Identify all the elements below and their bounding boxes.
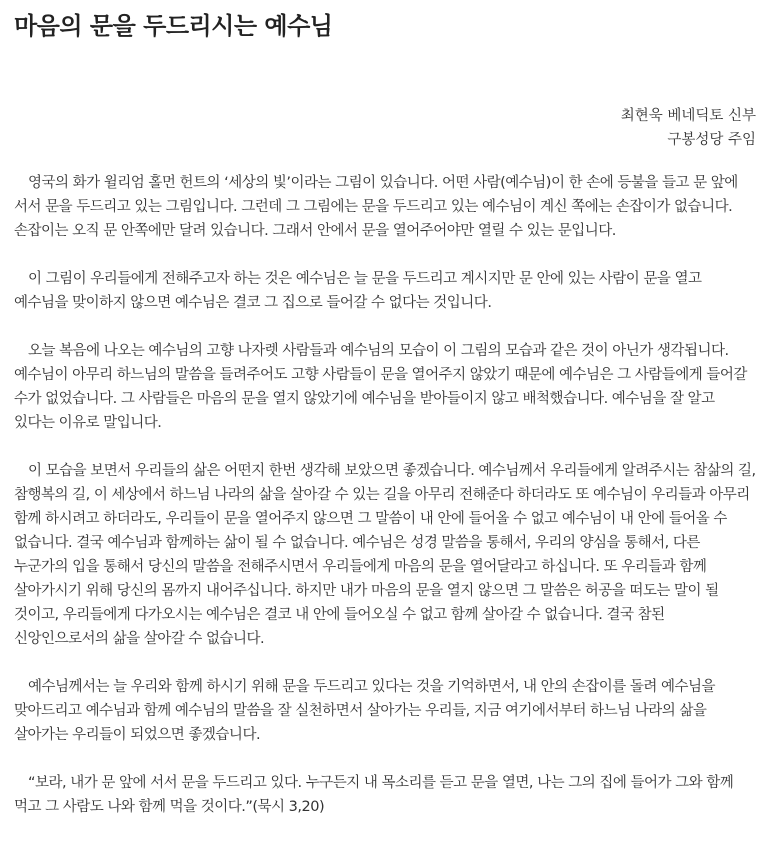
paragraph-4: 이 모습을 보면서 우리들의 삶은 어떤지 한번 생각해 보았으면 좋겠습니다. 예수님께서 우리들에게 알려주시는 참삶의 길, 참행복의 길, 이 세상에서 하느님 나라의 삶을 살아갈 수 있는 길을 아무리 전해준다 하더라도 또 예수님이 우리들과 아무리 함께 하시려고 하더라도, 우리들이 문을 열어주지 않으면 그 말씀이 내 안에 들어올 수 없고 예수님이 내 안에 들어올 수 없습니다. 결국 예수님과 함께하는 삶이 될 수 없습니다. 예수님은 성경 말씀을 통해서, 우리의 양심을 통해서, 다른 누군가의 입을 통해서 당신의 말씀을 전해주시면서 우리들에게 마음의 문을 열어달라고 하십니다. 또 우리들과 함께 살아가시기 위해 당신의 몸까지 내어주십니다. 하지만 내가 마음의 문을 열지 않으면 그 말씀은 허공을 떠도는 말이 될 것이고, 우리들에게 다가오시는 예수님은 결코 내 안에 들어오실 수 없고 함께 살아갈 수 없습니다. 결국 참된 신앙인으로서의 삶을 살아갈 수 없습니다. [14, 463, 756, 647]
author-affiliation: 구봉성당 주임 [667, 132, 756, 148]
scripture-quote: “보라, 내가 문 앞에 서서 문을 두드리고 있다. 누구든지 내 목소리를 듣고 문을 열면, 나는 그의 집에 들어가 그와 함께 먹고 그 사람도 나와 함께 먹을 것이다.”(묵시 3,20) [14, 775, 734, 815]
byline [14, 104, 756, 152]
paragraph-2: 이 그림이 우리들에게 전해주고자 하는 것은 예수님은 늘 문을 두드리고 계시지만 문 안에 있는 사람이 문을 열고 예수님을 맞이하지 않으면 예수님은 결코 그 집으로 들어갈 수 없다는 것입니다. [14, 271, 702, 311]
article-title: 마음의 문을 두드리시는 예수님 [14, 12, 333, 40]
paragraph-1: 영국의 화가 윌리엄 홀먼 헌트의 ‘세상의 빛’이라는 그림이 있습니다. 어떤 사람(예수님)이 한 손에 등불을 들고 문 앞에 서서 문을 두드리고 있는 그림입니다. 그런데 그 그림에는 문을 두드리고 있는 예수님이 계신 쪽에는 손잡이가 없습니다. 손잡이는 오직 문 안쪽에만 달려 있습니다. 그래서 안에서 문을 열어주어야만 열릴 수 있는 문입니다. [14, 175, 738, 239]
paragraph-5: 예수님께서는 늘 우리와 함께 하시기 위해 문을 두드리고 있다는 것을 기억하면서, 내 안의 손잡이를 돌려 예수님을 맞아드리고 예수님과 함께 예수님의 말씀을 잘 실천하면서 살아가는 우리들, 지금 여기에서부터 하느님 나라의 삶을 살아가는 우리들이 되었으면 좋겠습니다. [14, 679, 716, 743]
paragraph-3: 오늘 복음에 나오는 예수님의 고향 나자렛 사람들과 예수님의 모습이 이 그림의 모습과 같은 것이 아닌가 생각됩니다. 예수님이 아무리 하느님의 말씀을 들려주어도 고향 사람들이 문을 열어주지 않았기 때문에 예수님은 그 사람들에게 들어갈 수가 없었습니다. 그 사람들은 마음의 문을 열지 않았기에 예수님을 받아들이지 않고 배척했습니다. 예수님을 잘 알고 있다는 이유로 말입니다. [14, 343, 747, 431]
article-body [14, 171, 756, 819]
author-name: 최현욱 베네딕토 신부 [620, 108, 756, 124]
